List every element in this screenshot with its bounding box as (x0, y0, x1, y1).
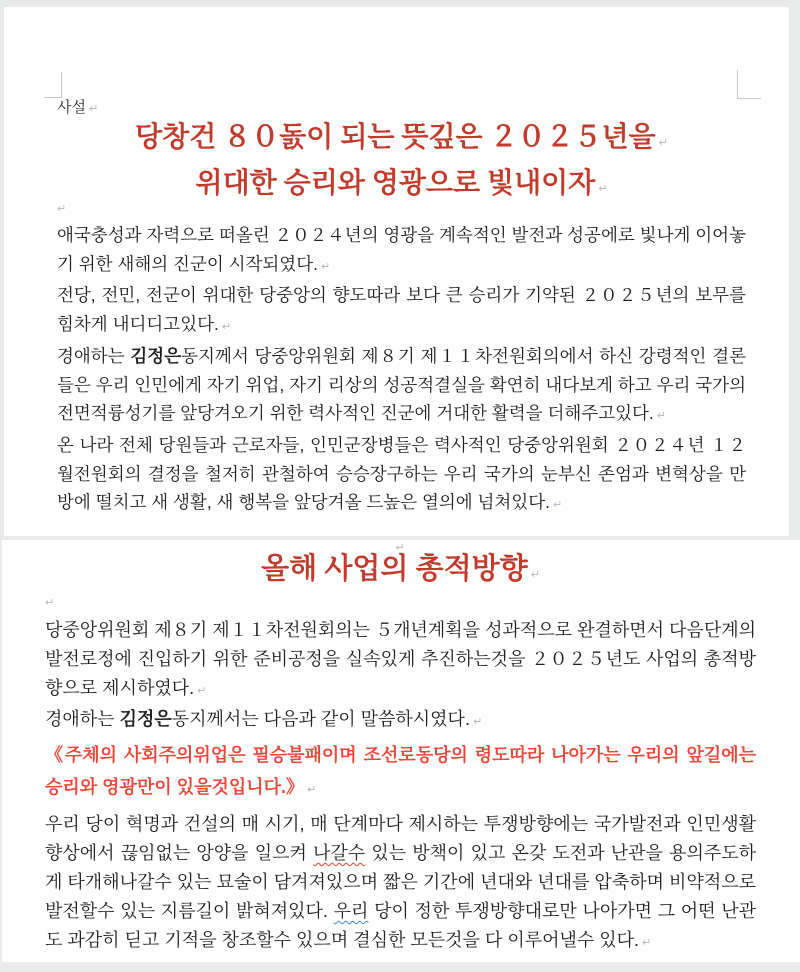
empty-paragraph-mark-icon: ↵ (57, 203, 67, 215)
paragraph-text: 전당, 전민, 전군이 위대한 당중앙의 향도따라 보다 큰 승리가 기약된 ２０２５년의 보무를 힘차게 내디디고있다. (57, 285, 746, 335)
paragraph[interactable] (57, 221, 746, 281)
leader-name-bold: 김정은 (119, 709, 172, 729)
capture-divider (0, 536, 800, 540)
spellcheck-underlined-word: 나갈수 (313, 843, 366, 863)
paragraph-text: 동지께서는 다음과 같이 말씀하시였다. (171, 709, 470, 729)
paragraph-mark-icon: ↵ (642, 936, 652, 949)
margin-mark-top-right-icon (737, 70, 761, 99)
paragraph-mark-icon: ↵ (472, 715, 483, 728)
paragraph-mark-icon: ↵ (530, 568, 540, 581)
paragraph[interactable] (57, 431, 746, 520)
paragraph-text: 동지께서 당중앙위원회 제８기 제１１차전원회의에서 하신 강령적인 결론들은 우리 인민에게 자기 위업, 자기 리상의 성공적결실을 확연히 내다보게 하고 우리 국가의 전면적륭성기를 앞당겨오기 위한 력사적인 진군에 거대한 활력을 더해주고있다. (57, 345, 747, 424)
paragraph-mark-icon: ↵ (88, 102, 99, 115)
editorial-label-text: 사설 (57, 100, 86, 116)
paragraph[interactable] (45, 705, 756, 736)
section-title-text: 올해 사업의 총적방향 (261, 553, 528, 585)
paragraph-mark-icon: ↵ (658, 136, 668, 149)
main-title-line-1: 당창건 ８０돐이 되는 뜻깊은 ２０２５년을 (135, 122, 656, 153)
paragraph-mark-icon: ↵ (197, 684, 207, 697)
paragraph-mark-icon: ↵ (307, 783, 317, 796)
paragraph-mark-icon: ↵ (553, 498, 563, 512)
paragraph-mark-icon: ↵ (221, 320, 232, 334)
paragraph[interactable] (45, 616, 756, 705)
main-title-line-2: 위대한 승리와 영광으로 빛내이자 (195, 168, 596, 199)
empty-paragraph-mark-icon: ↵ (45, 597, 55, 609)
quote-text: 《주체의 사회주의위업은 필승불패이며 조선로동당의 령도따라 나아가는 우리의 앞길에는 승리와 영광만이 있을것입니다.》 (45, 745, 756, 797)
empty-paragraph-mark-icon: ↵ (395, 542, 405, 554)
paragraph-text: 있는 방책이 있고 온갖 도전과 난관을 용의주도하게 타개해나갈수 있는 묘술이 담겨져있으며 짧은 기간에 년대와 년대를 압축하며 비약적으로 발전할수 있는 지름길이 밝혀져있다. (45, 843, 757, 921)
paragraph-text: 당이 정한 투쟁방향대로만 나아가면 그 어떤 난관도 과감히 딛고 기적을 창조할수 있으며 결심한 모든것을 다 이루어낼수 있다. (45, 901, 757, 950)
page-2-body[interactable] (45, 616, 756, 957)
paragraph-text: 온 나라 전체 당원들과 근로자들, 인민군장병들은 력사적인 당중앙위원회 ２０２４년 １２월전원회의 결정을 철저히 관철하여 승승장구하는 우리 국가의 눈부신 존엄과 변혁상을 만방에 떨치고 새 생활, 새 행복을 앞당겨올 드높은 열의에 넘쳐있다. (57, 434, 746, 513)
paragraph-mark-icon: ↵ (656, 409, 666, 423)
paragraph-text: 경애하는 (57, 345, 131, 366)
editorial-label[interactable] (57, 96, 98, 117)
paragraph-mark-icon: ↵ (320, 259, 331, 273)
leader-name-bold: 김정은 (130, 345, 182, 366)
grammar-underlined-word: 우리 (333, 901, 369, 921)
paragraph-text: 경애하는 (45, 709, 120, 729)
leader-quote[interactable] (45, 739, 756, 806)
main-title[interactable] (57, 117, 746, 209)
paragraph-mark-icon: ↵ (598, 182, 608, 195)
section-title[interactable] (45, 550, 756, 594)
paragraph-text: 우리 당이 혁명과 건설의 매 시기, 매 단계마다 제시하는 투쟁방향에는 국가발전과 인민생활 향상에서 끊임없는 앙양을 일으켜 (45, 814, 756, 863)
paragraph-text: 애국충성과 자력으로 떠올린 ２０２４년의 영광을 계속적인 발전과 성공에로 빛나게 이어놓기 위한 새해의 진군이 시작되였다. (57, 225, 746, 274)
margin-mark-top-left-icon (44, 72, 62, 98)
paragraph[interactable] (57, 281, 746, 341)
paragraph[interactable] (45, 810, 756, 957)
paragraph[interactable] (57, 342, 746, 431)
page-1-body[interactable] (57, 221, 746, 520)
paragraph-text: 당중앙위원회 제８기 제１１차전원회의는 ５개년계획을 성과적으로 완결하면서 다음단계의 발전로정에 진입하기 위한 준비공정을 실속있게 추진하는것을 ２０２５년도 사업의 총적방향으로 제시하였다. (45, 620, 756, 698)
